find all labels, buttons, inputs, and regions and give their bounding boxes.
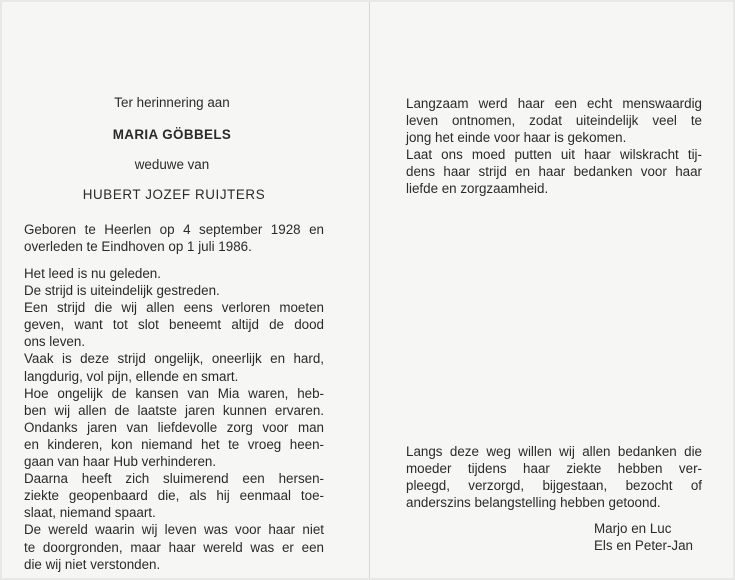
poem-line: Ondanks jaren van liefdevolle zorg voor man	[24, 419, 324, 435]
poem-line: Vaak is deze strijd ongelijk, oneerlijk en hard,	[24, 351, 324, 367]
thanks-block	[406, 443, 702, 511]
poem-line: ons leven.	[24, 334, 86, 350]
poem-line: Hoe ongelijk de kansen van Mia waren, heb-	[24, 385, 324, 401]
poem-line: ben wij allen de laatste jaren kunnen ervaren.	[24, 402, 324, 418]
spouse-name: HUBERT JOZEF RUIJTERS	[82, 187, 266, 202]
thanks-line: moeder tijdens haar ziekte hebben ver-	[406, 461, 702, 477]
farewell-line: Langzaam werd haar een echt menswaardig	[406, 96, 702, 111]
poem-line: gaan van haar Hub verhinderen.	[24, 454, 217, 470]
poem-line: geven, want tot slot beneemt altijd de dood	[24, 317, 324, 333]
card-fold	[369, 2, 370, 578]
deceased-name: MARIA GÖBBELS	[112, 127, 232, 142]
dates-block	[24, 221, 324, 255]
signature-line: Marjo en Luc	[594, 521, 672, 536]
farewell-line: liefde en zorgzaamheid.	[406, 181, 549, 197]
poem-line: Het leed is nu geleden.	[24, 266, 161, 281]
poem-line: die wij niet verstonden.	[24, 556, 161, 572]
poem-line: Een strijd die wij allen eens verloren moeten	[24, 300, 324, 316]
farewell-block	[406, 95, 702, 198]
intro-text: Ter herinnering aan	[114, 95, 230, 110]
thanks-line: Langs deze weg willen wij allen bedanken die	[406, 444, 702, 459]
thanks-line: pleegd, verzorgd, bijgestaan, bezocht of	[406, 478, 702, 494]
farewell-line: jong het einde voor haar is gekomen.	[406, 130, 627, 146]
memorial-card	[2, 2, 733, 578]
signature-line: Els en Peter-Jan	[594, 538, 693, 554]
poem-line: ziekte geopenbaard die, als hij eenmaal toe-	[24, 488, 324, 504]
dates-line: Geboren te Heerlen op 4 september 1928 en	[24, 222, 324, 237]
farewell-line: leven ontnomen, zodat uiteindelijk veel te	[406, 113, 702, 129]
farewell-line: dens haar strijd en haar bedanken voor haar	[406, 164, 702, 180]
poem-block	[24, 265, 324, 573]
poem-line: langdurig, vol pijn, ellende en smart.	[24, 368, 239, 384]
poem-line: De strijd is uiteindelijk gestreden.	[24, 283, 220, 299]
poem-line: Daarna heeft zich sluimerend een hersen-	[24, 471, 324, 487]
thanks-line: anderszins belangstelling hebben getoond.	[406, 495, 661, 511]
poem-line: De wereld waarin wij leven was voor haar niet	[24, 522, 324, 538]
farewell-line: Laat ons moed putten uit haar wilskracht tij-	[406, 147, 702, 163]
poem-line: te doorgronden, maar haar wereld was er een	[24, 539, 324, 555]
poem-line: en kinderen, kon niemand het te vroeg heen-	[24, 436, 324, 452]
dates-line: overleden te Eindhoven op 1 juli 1986.	[24, 239, 252, 255]
poem-line: slaat, niemand spaart.	[24, 505, 156, 521]
relation-text: weduwe van	[134, 157, 210, 172]
signature-block	[594, 520, 714, 554]
